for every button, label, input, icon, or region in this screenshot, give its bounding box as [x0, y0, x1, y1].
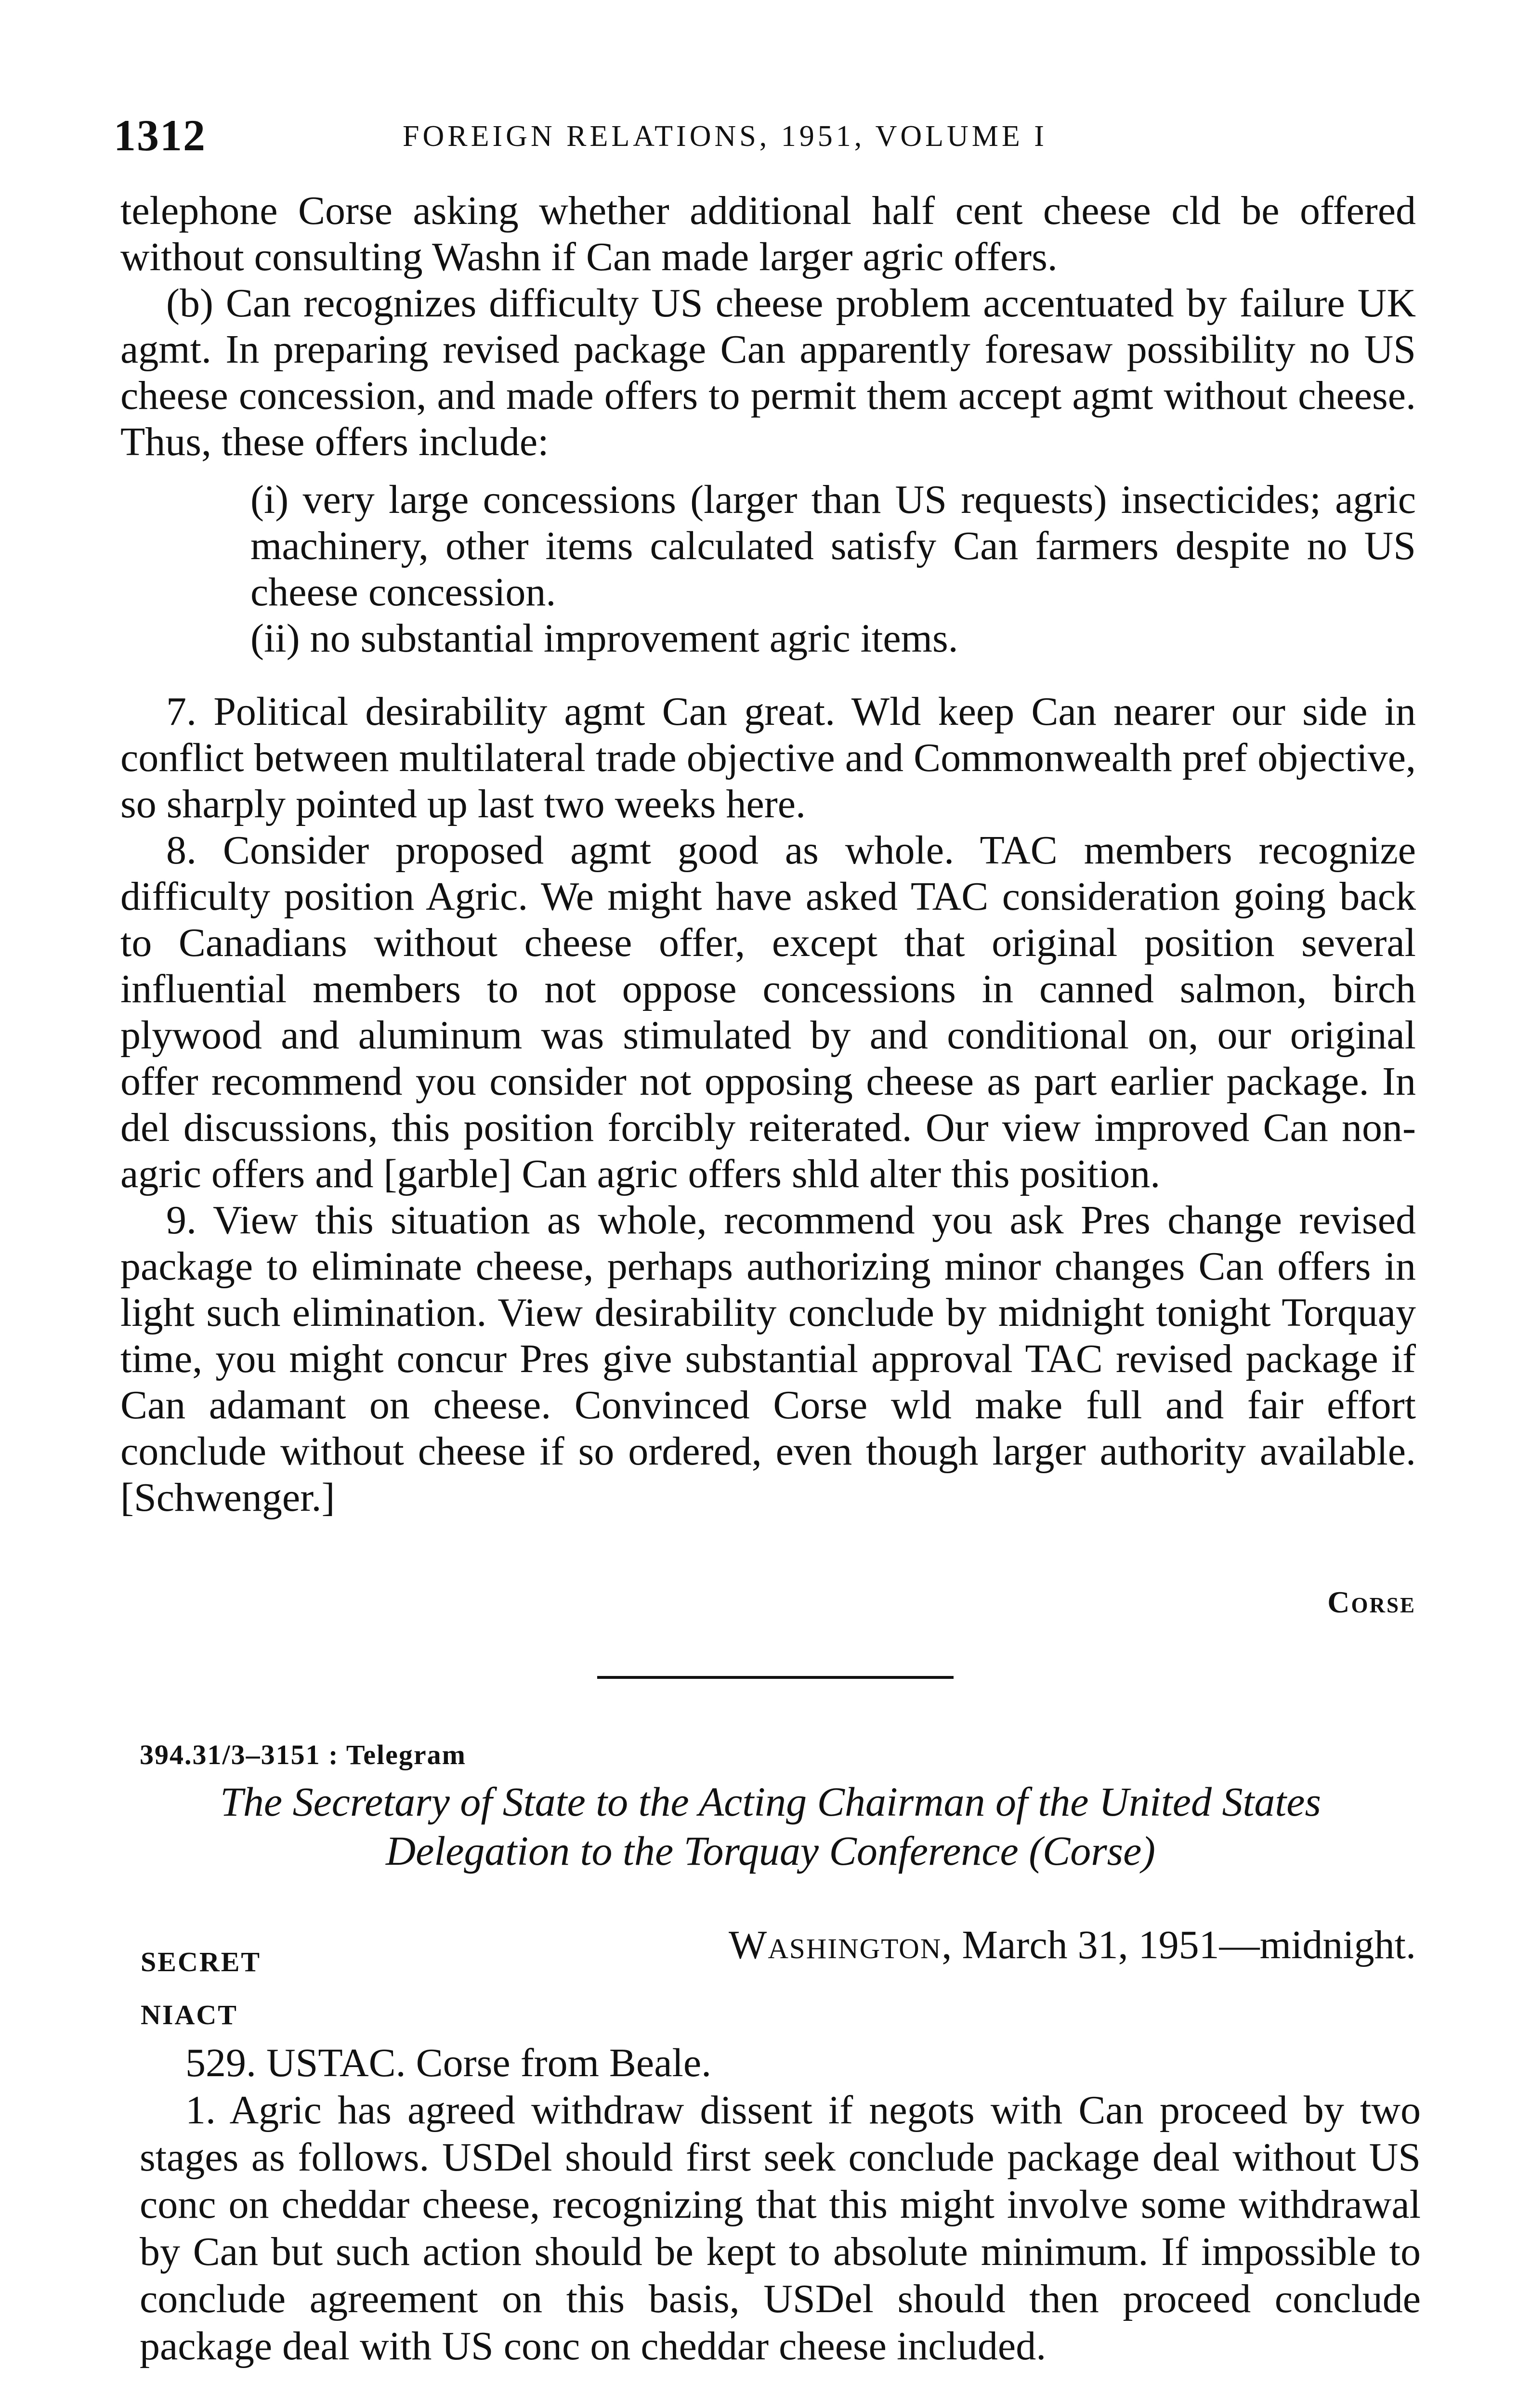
telegram-intro: 529. USTAC. Corse from Beale. [185, 2041, 712, 2085]
document-heading: The Secretary of State to the Acting Chairman of the United States Delegation to the Torquay Conference (Corse) [220, 1779, 1321, 1874]
telegram-paragraph-1: 1. Agric has agreed withdraw dissent if negots with Can proceed by two stages as follows. USDel should first seek conclude package deal without US conc on cheddar cheese, recognizing that this might involve some withdrawal by Can but such action should be kept to absolute minimum. If impossible to conclude agreement on this basis, USDel should then proceed conclude package deal with US conc on cheddar cheese included. [140, 2088, 1421, 2369]
telegram-body [140, 2040, 1421, 2370]
distribution-label: NIACT [141, 1999, 238, 2030]
document-reference: 394.31/3–3151 : Telegram [140, 1739, 466, 1770]
paragraph-8: 8. Consider proposed agmt good as whole. TAC members recognize difficulty position Agric. We might have asked TAC consideration going back to Canadians without cheese offer, except that original position several influential members to not oppose concessions in canned salmon, birch plywood and aluminum was stimulated by and conditional on, our original offer recommend you consider not opposing cheese as part earlier package. In del discussions, this position forcibly reiterated. Our view improved Can non-agric offers and [garble] Can agric offers shld alter this position. [120, 828, 1416, 1196]
dateline-place: Washington [729, 1923, 942, 1967]
section-divider [597, 1676, 954, 1679]
continued-telegram-text [120, 188, 1416, 1521]
page-number: 1312 [114, 111, 206, 160]
running-head [114, 110, 1414, 163]
subitem-i: (i) very large concessions (larger than US requests) insecticides; agric machinery, other items calculated satisfy Can farmers despite no US cheese concession. [250, 477, 1416, 615]
paragraph-b: (b) Can recognizes difficulty US cheese problem accentuated by failure UK agmt. In preparing revised package Can apparently foresaw possibility no US cheese concession, and made offers to permit them accept agmt without cheese. Thus, these offers include: [120, 281, 1416, 464]
paragraph-7: 7. Political desirability agmt Can great. Wld keep Can nearer our side in conflict between multilateral trade objective and Commonwealth pref objective, so sharply pointed up last two weeks here. [120, 689, 1416, 826]
paragraph-9: 9. View this situation as whole, recommend you ask Pres change revised package to eliminate cheese, perhaps authorizing minor changes Can offers in light such elimination. View desirability conclude by midnight tonight Torquay time, you might concur Pres give substantial approval TAC revised package if Can adamant on cheese. Convinced Corse wld make full and fair effort conclude without cheese if so ordered, even though larger authority available. [Schwenger.] [120, 1198, 1416, 1520]
dateline-date: , March 31, 1951—midnight. [942, 1923, 1416, 1967]
classification-label: SECRET [141, 1946, 262, 1977]
paragraph: telephone Corse asking whether additional half cent cheese cld be offered without consulting Washn if Can made larger agric offers. [120, 188, 1416, 279]
running-title: FOREIGN RELATIONS, 1951, VOLUME I [403, 120, 1047, 153]
subitem-ii: (ii) no substantial improvement agric items. [250, 616, 958, 661]
signature: Corse [1327, 1585, 1416, 1619]
dateline [729, 1922, 1416, 1968]
